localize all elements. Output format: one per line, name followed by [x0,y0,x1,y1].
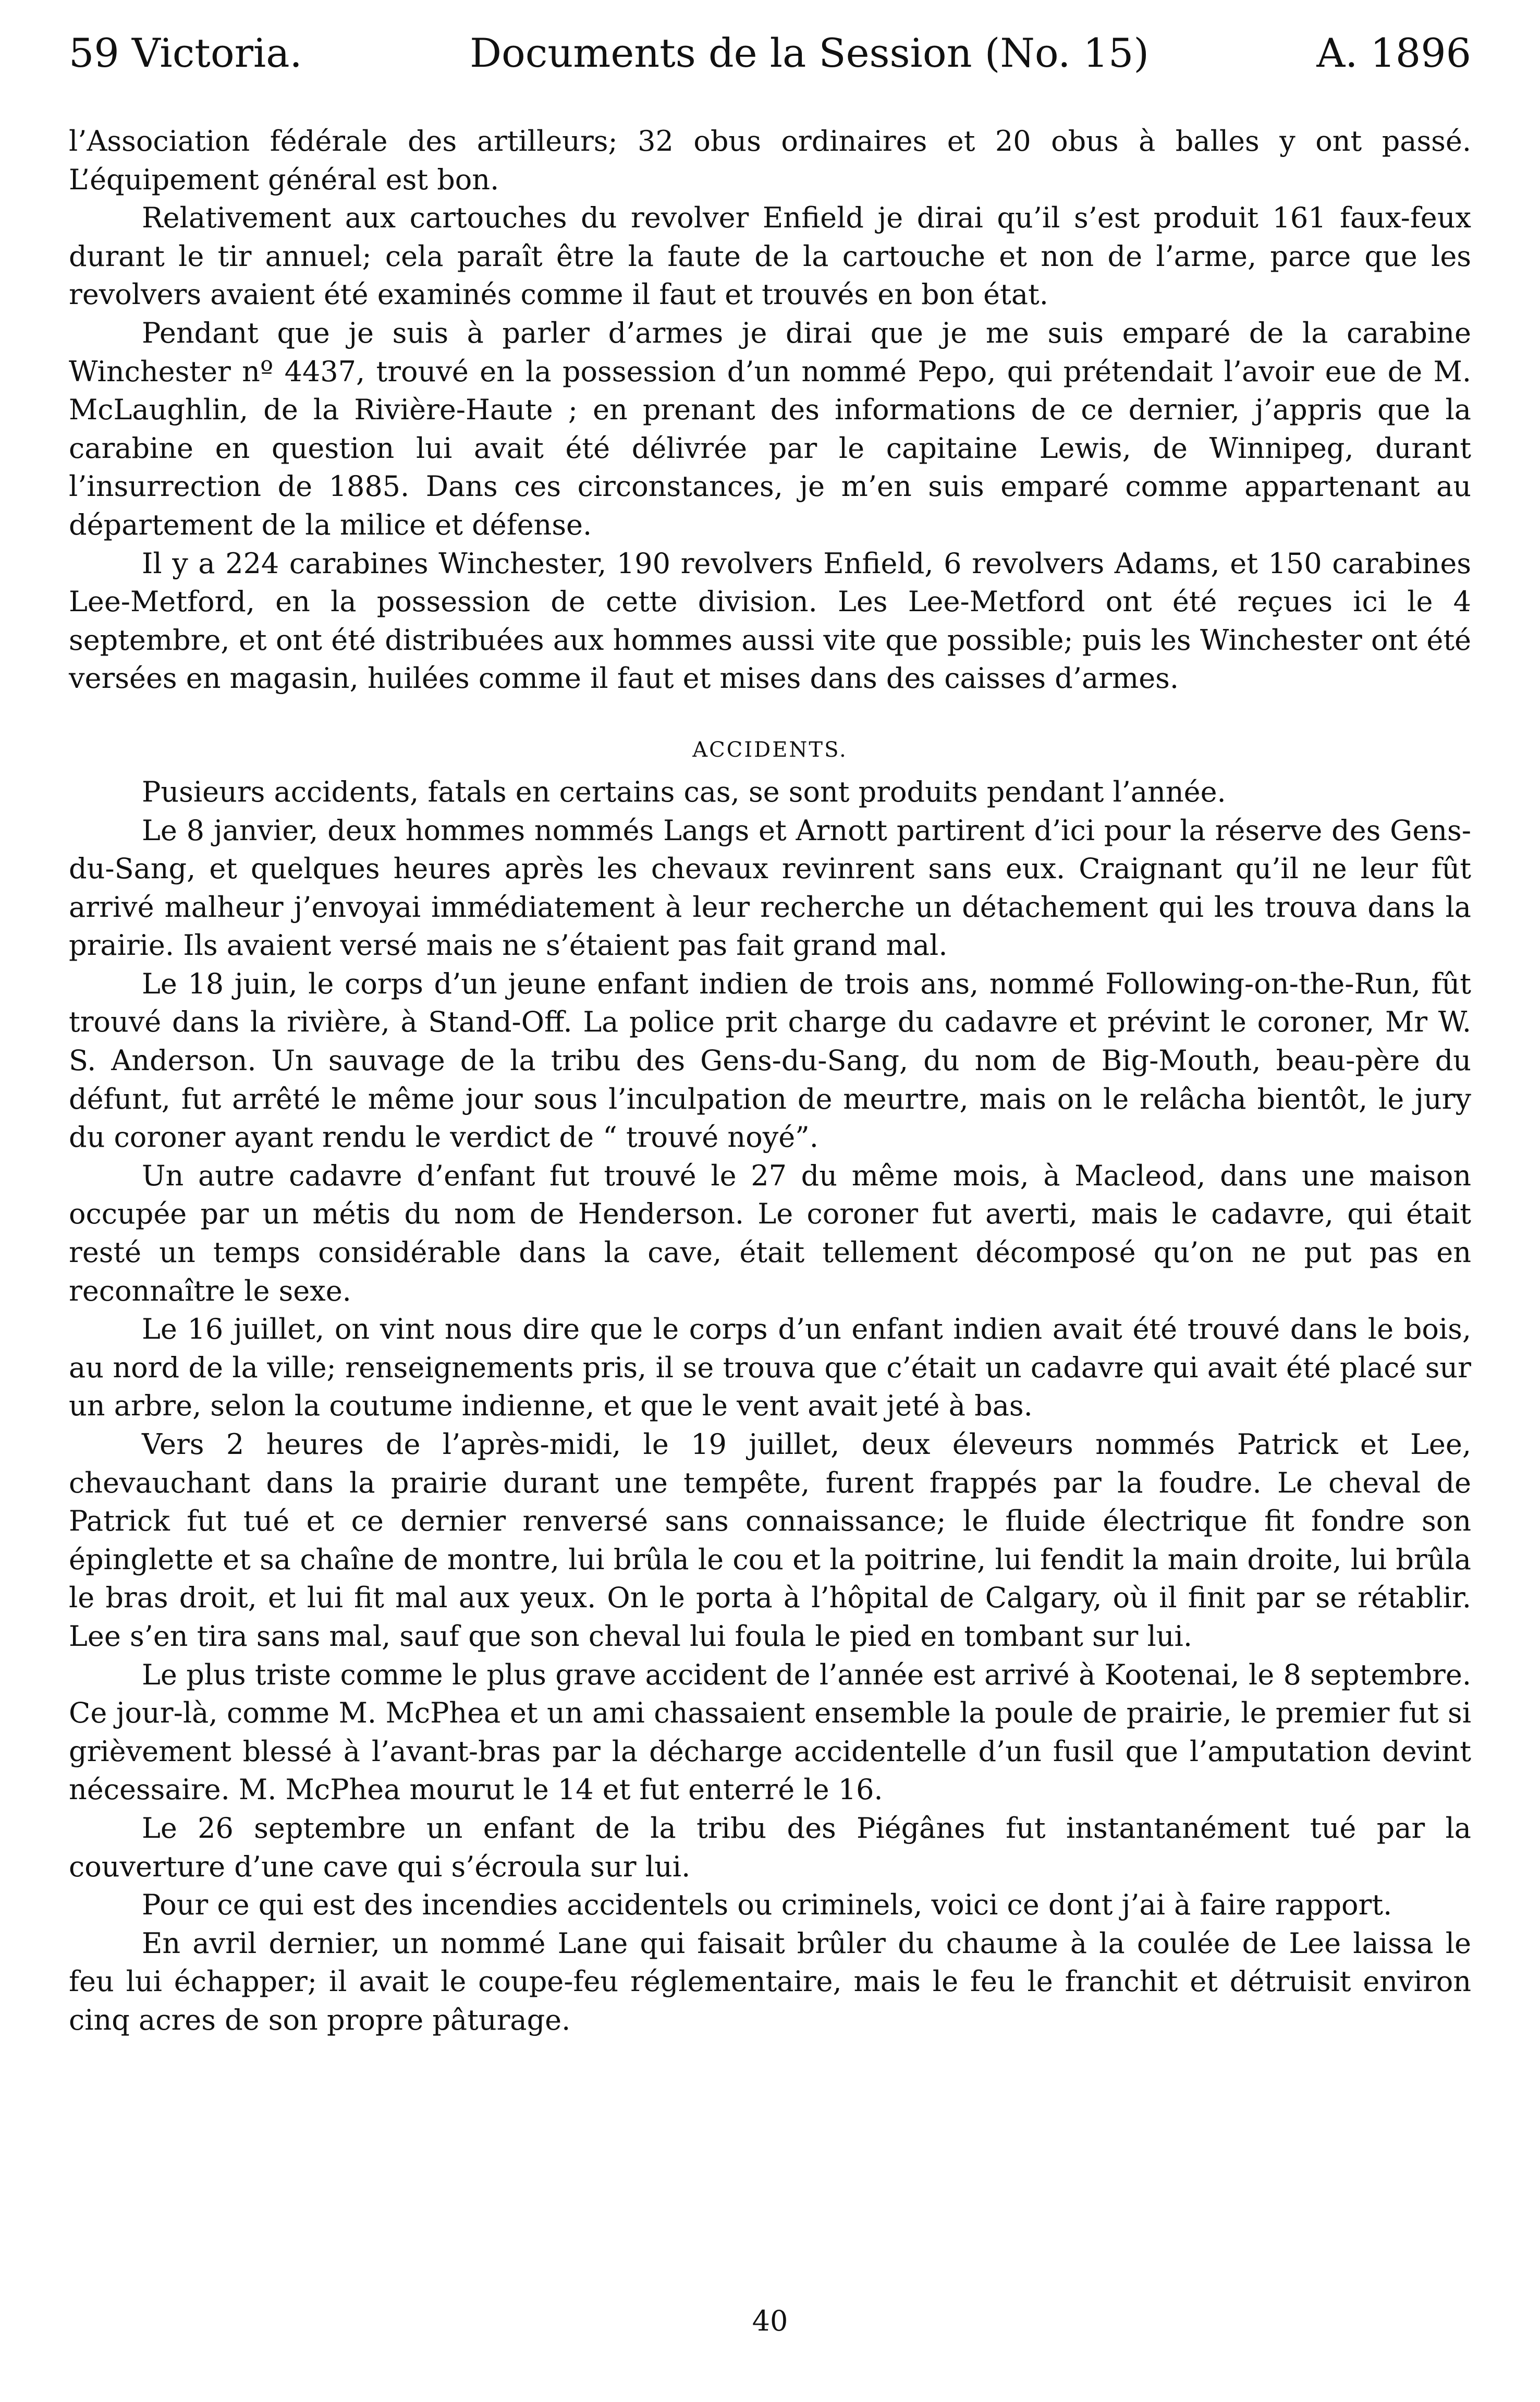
paragraph: Le 8 janvier, deux hommes nommés Langs et Arnott partirent d’ici pour la réserve des Gens-du-Sang, et quelques heures après les chevaux revinrent sans eux. Craignant qu’il ne leur fût arrivé malheur j’envoyai immédiatement à leur recherche un détachement qui les trouva dans la prairie. Ils avaient versé mais ne s’étaient pas fait grand mal. [69,814,1471,962]
document-page [69,27,1471,2374]
page-number: 40 [752,2304,788,2337]
paragraph: Pusieurs accidents, fatals en certains cas, se sont produits pendant l’année. [142,775,1226,808]
paragraph: En avril dernier, un nommé Lane qui faisait brûler du chaume à la coulée de Lee laissa le feu lui échapper; il avait le coupe-feu réglementaire, mais le feu le franchit et détruisit environ cinq acres de son propre pâturage. [69,1926,1471,2036]
header-document-title: Documents de la Session (No. 15) [470,30,1149,76]
paragraph: Le 16 juillet, on vint nous dire que le corps d’un enfant indien avait été trouvé dans le bois, au nord de la ville; renseignements pris, il se trouva que c’était un cadavre qui avait été placé sur un arbre, selon la coutume indienne, et que le vent avait jeté à bas. [69,1313,1471,1423]
header-regnal-year: 59 Victoria. [69,30,302,76]
paragraph: Le 18 juin, le corps d’un jeune enfant indien de trois ans, nommé Following-on-the-Run, fût trouvé dans la rivière, à Stand-Off. La police prit charge du cadavre et prévint le coroner, Mr W. S. Anderson. Un sauvage de la tribu des Gens-du-Sang, du nom de Big-Mouth, beau-père du défunt, fut arrêté le même jour sous l’inculpation de meurtre, mais on le relâcha bientôt, le jury du coroner ayant rendu le verdict de “ trouvé noyé”. [69,967,1471,1154]
paragraph: Vers 2 heures de l’après-midi, le 19 juillet, deux éleveurs nommés Patrick et Lee, chevauchant dans la prairie durant une tempête, furent frappés par la foudre. Le cheval de Patrick fut tué et ce dernier renversé sans connaissance; le fluide électrique fit fondre son épinglette et sa chaîne de montre, lui brûla le cou et la poitrine, lui fendit la main droite, lui brûla le bras droit, et lui fit mal aux yeux. On le porta à l’hôpital de Calgary, où il finit par se rétablir. Lee s’en tira sans mal, sauf que son cheval lui foula le pied en tombant sur lui. [69,1428,1471,1653]
paragraph: Il y a 224 carabines Winchester, 190 revolvers Enfield, 6 revolvers Adams, et 150 carabines Lee-Metford, en la possession de cette division. Les Lee-Metford ont été reçues ici le 4 septembre, et ont été distribuées aux hommes aussi vite que possible; puis les Winchester ont été versées en magasin, huilées comme il faut et mises dans des caisses d’armes. [69,547,1471,695]
body-after-heading [69,773,1471,2040]
paragraph: Le plus triste comme le plus grave accident de l’année est arrivé à Kootenai, le 8 septembre. Ce jour-là, comme M. McPhea et un ami chassaient ensemble la poule de prairie, le premier fut si grièvement blessé à l’avant-bras par la décharge accidentelle d’un fusil que l’amputation devint nécessaire. M. McPhea mourut le 14 et fut enterré le 16. [69,1658,1471,1806]
body-before-heading [69,122,1471,698]
section-heading: ACCIDENTS. [692,737,848,762]
paragraph: Pendant que je suis à parler d’armes je dirai que je me suis emparé de la carabine Winchester nº 4437, trouvé en la possession d’un nommé Pepo, qui prétendait l’avoir eue de M. McLaughlin, de la Rivière-Haute ; en prenant des informations de ce dernier, j’appris que la carabine en question lui avait été délivrée par le capitaine Lewis, de Winnipeg, durant l’insurrection de 1885. Dans ces circonstances, je m’en suis emparé comme appartenant au département de la milice et défense. [69,316,1471,541]
paragraph: Le 26 septembre un enfant de la tribu des Piégânes fut instantanément tué par la couverture d’une cave qui s’écroula sur lui. [69,1811,1471,1883]
header-year: A. 1896 [1316,30,1471,76]
paragraph: Relativement aux cartouches du revolver Enfield je dirai qu’il s’est produit 161 faux-feux durant le tir annuel; cela paraît être la faute de la cartouche et non de l’arme, parce que les revolvers avaient été examinés comme il faut et trouvés en bon état. [69,201,1471,311]
paragraph: Un autre cadavre d’enfant fut trouvé le 27 du même mois, à Macleod, dans une maison occupée par un métis du nom de Henderson. Le coroner fut averti, mais le cadavre, qui était resté un temps considérable dans la cave, était tellement décomposé qu’on ne put pas en reconnaître le sexe. [69,1159,1471,1307]
paragraph: Pour ce qui est des incendies accidentels ou criminels, voici ce dont j’ai à faire rapport. [142,1888,1392,1922]
paragraph: l’Association fédérale des artilleurs; 32 obus ordinaires et 20 obus à balles y ont passé. L’équipement général est bon. [69,125,1471,196]
page-header [69,27,1471,84]
